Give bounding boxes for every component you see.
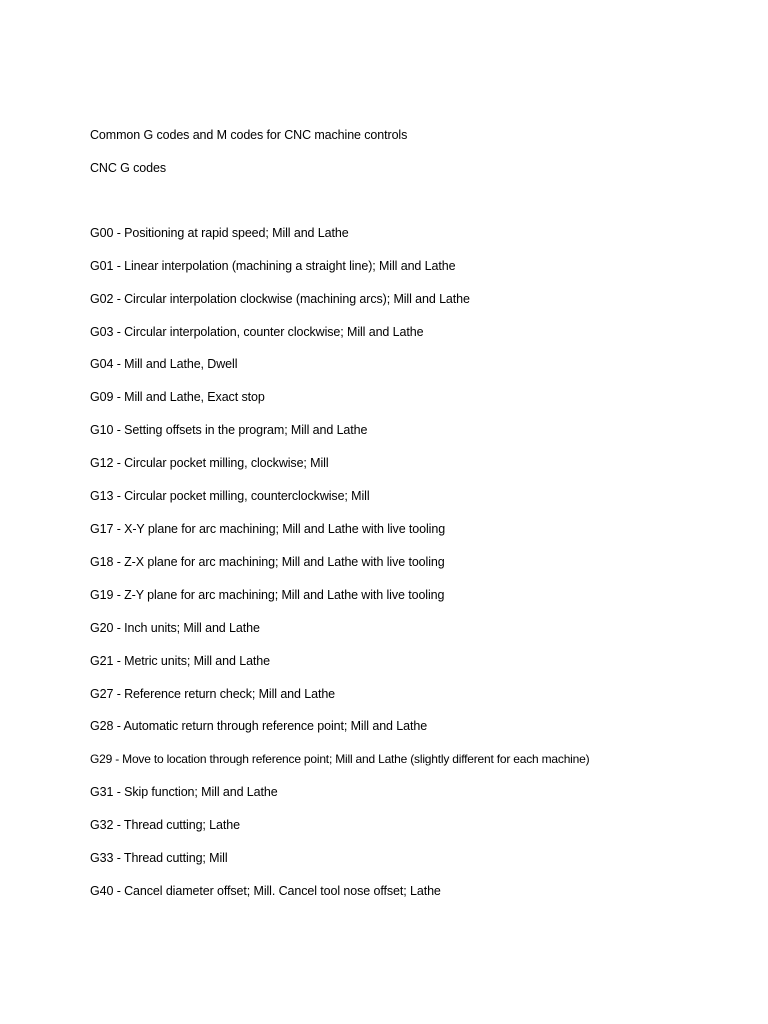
code-line: G40 - Cancel diameter offset; Mill. Cancel tool nose offset; Lathe — [90, 884, 441, 898]
code-line: G09 - Mill and Lathe, Exact stop — [90, 390, 265, 404]
code-line: G29 - Move to location through reference point; Mill and Lathe (slightly different for each machine) — [90, 752, 590, 766]
code-line: G01 - Linear interpolation (machining a straight line); Mill and Lathe — [90, 259, 456, 273]
code-line: G21 - Metric units; Mill and Lathe — [90, 654, 271, 668]
code-line: G19 - Z-Y plane for arc machining; Mill and Lathe with live tooling — [90, 588, 445, 602]
document-title: Common G codes and M codes for CNC machine controls — [90, 128, 408, 142]
code-line: G20 - Inch units; Mill and Lathe — [90, 621, 260, 635]
code-line: G00 - Positioning at rapid speed; Mill and Lathe — [90, 226, 349, 240]
code-line: G03 - Circular interpolation, counter clockwise; Mill and Lathe — [90, 325, 424, 339]
code-line: G12 - Circular pocket milling, clockwise; Mill — [90, 456, 329, 470]
code-line: G18 - Z-X plane for arc machining; Mill and Lathe with live tooling — [90, 555, 445, 569]
code-line: G04 - Mill and Lathe, Dwell — [90, 357, 238, 371]
code-line: G31 - Skip function; Mill and Lathe — [90, 785, 278, 799]
code-line: G33 - Thread cutting; Mill — [90, 851, 228, 865]
code-line: G17 - X-Y plane for arc machining; Mill and Lathe with live tooling — [90, 522, 446, 536]
code-line: G10 - Setting offsets in the program; Mill and Lathe — [90, 423, 368, 437]
section-heading: CNC G codes — [90, 161, 167, 175]
code-line: G02 - Circular interpolation clockwise (machining arcs); Mill and Lathe — [90, 292, 470, 306]
code-line: G13 - Circular pocket milling, counterclockwise; Mill — [90, 489, 370, 503]
code-line: G28 - Automatic return through reference point; Mill and Lathe — [90, 719, 428, 733]
code-line: G27 - Reference return check; Mill and Lathe — [90, 687, 336, 701]
code-line: G32 - Thread cutting; Lathe — [90, 818, 240, 832]
